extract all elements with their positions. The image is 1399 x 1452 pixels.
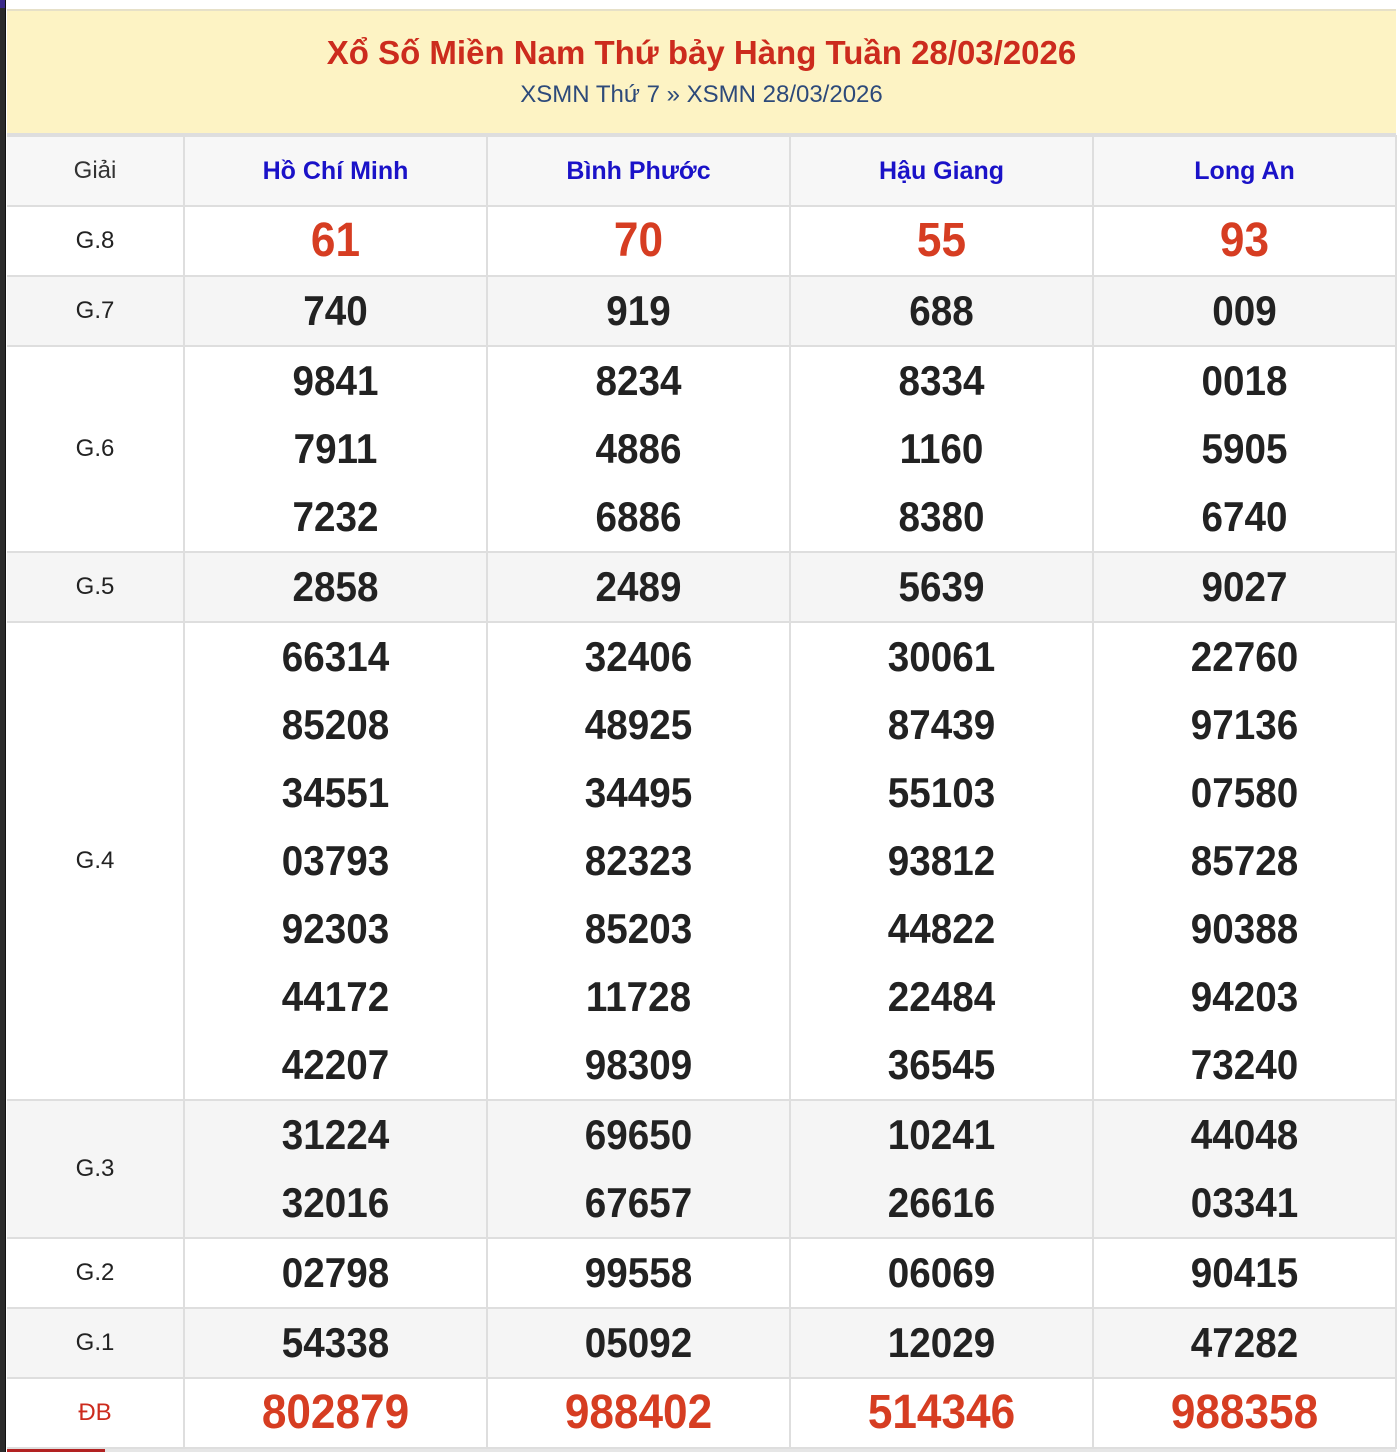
result-number: 85728 bbox=[1190, 837, 1299, 884]
result-cell bbox=[487, 1378, 790, 1448]
result-cell bbox=[487, 552, 790, 622]
result-number: 73240 bbox=[1190, 1041, 1299, 1088]
result-number: 44822 bbox=[887, 905, 996, 952]
result-number: 4886 bbox=[595, 425, 682, 472]
result-number: 92303 bbox=[281, 905, 390, 952]
result-number: 6886 bbox=[595, 493, 682, 540]
result-cell bbox=[790, 1100, 1093, 1238]
prize-label: G.5 bbox=[7, 552, 184, 622]
prize-label: G.2 bbox=[7, 1238, 184, 1308]
prize-row-g4 bbox=[7, 622, 1396, 1100]
result-cell bbox=[1093, 346, 1396, 552]
result-number: 34495 bbox=[584, 769, 693, 816]
result-cell bbox=[790, 622, 1093, 1100]
prize-row-g5 bbox=[7, 552, 1396, 622]
result-number: 03793 bbox=[281, 837, 390, 884]
result-cell bbox=[790, 346, 1093, 552]
result-number: 5639 bbox=[898, 563, 985, 610]
result-number: 8334 bbox=[898, 357, 985, 404]
results-table bbox=[7, 135, 1397, 1449]
result-number: 03341 bbox=[1190, 1179, 1299, 1226]
result-number: 82323 bbox=[584, 837, 693, 884]
result-cell bbox=[184, 1378, 487, 1448]
result-number: 42207 bbox=[281, 1041, 390, 1088]
result-cell bbox=[1093, 622, 1396, 1100]
result-number: 8234 bbox=[595, 357, 682, 404]
result-number: 61 bbox=[310, 214, 361, 267]
result-number: 85208 bbox=[281, 701, 390, 748]
result-cell bbox=[1093, 552, 1396, 622]
result-number: 5905 bbox=[1201, 425, 1288, 472]
result-cell bbox=[184, 552, 487, 622]
result-number: 2489 bbox=[595, 563, 682, 610]
special-prize-number: 988358 bbox=[1170, 1386, 1319, 1439]
result-number: 8380 bbox=[898, 493, 985, 540]
result-number: 9027 bbox=[1201, 563, 1288, 610]
result-cell bbox=[1093, 1308, 1396, 1378]
result-number: 30061 bbox=[887, 633, 996, 680]
special-prize-number: 802879 bbox=[261, 1386, 410, 1439]
result-number: 69650 bbox=[584, 1111, 693, 1158]
result-number: 10241 bbox=[887, 1111, 996, 1158]
result-cell bbox=[487, 1308, 790, 1378]
result-cell bbox=[184, 1238, 487, 1308]
result-number: 90415 bbox=[1190, 1249, 1299, 1296]
result-number: 22484 bbox=[887, 973, 996, 1020]
breadcrumb bbox=[7, 80, 1396, 110]
result-number: 99558 bbox=[584, 1249, 693, 1296]
result-cell bbox=[790, 206, 1093, 276]
result-cell bbox=[790, 276, 1093, 346]
result-number: 11728 bbox=[585, 973, 692, 1020]
prize-label-special: ĐB bbox=[7, 1378, 184, 1448]
result-cell bbox=[790, 1308, 1093, 1378]
page-title: Xổ Số Miền Nam Thứ bảy Hàng Tuần 28/03/2026 bbox=[326, 34, 1077, 71]
results-header bbox=[7, 9, 1396, 135]
window-edge-accent bbox=[0, 0, 6, 8]
result-cell bbox=[790, 552, 1093, 622]
lottery-results-box bbox=[7, 9, 1396, 1449]
result-cell bbox=[1093, 1378, 1396, 1448]
result-number: 05092 bbox=[584, 1319, 693, 1366]
window-edge bbox=[0, 0, 6, 1452]
result-number: 55103 bbox=[887, 769, 996, 816]
result-cell bbox=[790, 1238, 1093, 1308]
result-cell bbox=[487, 1100, 790, 1238]
prize-row-g7 bbox=[7, 276, 1396, 346]
result-number: 47282 bbox=[1190, 1319, 1299, 1366]
province-link-binh-phuoc[interactable]: Bình Phước bbox=[566, 156, 711, 185]
column-header-ho-chi-minh bbox=[184, 136, 487, 206]
result-number: 54338 bbox=[281, 1319, 390, 1366]
result-number: 34551 bbox=[281, 769, 390, 816]
result-number: 44048 bbox=[1190, 1111, 1299, 1158]
result-number: 87439 bbox=[887, 701, 996, 748]
result-number: 009 bbox=[1212, 287, 1277, 334]
breadcrumb-link-xsmn-thu-7[interactable]: XSMN Thứ 7 bbox=[520, 81, 660, 108]
result-number: 94203 bbox=[1190, 973, 1299, 1020]
result-number: 6740 bbox=[1201, 493, 1288, 540]
result-cell bbox=[487, 1238, 790, 1308]
prize-row-g3 bbox=[7, 1100, 1396, 1238]
prize-label: G.1 bbox=[7, 1308, 184, 1378]
column-header-hau-giang bbox=[790, 136, 1093, 206]
prize-row-g6 bbox=[7, 346, 1396, 552]
result-number: 36545 bbox=[887, 1041, 996, 1088]
result-cell bbox=[487, 622, 790, 1100]
result-number: 2858 bbox=[292, 563, 379, 610]
prize-row-g8 bbox=[7, 206, 1396, 276]
result-number: 93812 bbox=[887, 837, 996, 884]
result-cell bbox=[184, 206, 487, 276]
result-number: 55 bbox=[916, 214, 967, 267]
result-cell bbox=[1093, 206, 1396, 276]
result-cell bbox=[184, 1100, 487, 1238]
result-number: 98309 bbox=[584, 1041, 693, 1088]
prize-row-g1 bbox=[7, 1308, 1396, 1378]
province-link-long-an[interactable]: Long An bbox=[1194, 156, 1295, 185]
result-number: 06069 bbox=[887, 1249, 996, 1296]
result-number: 93 bbox=[1219, 214, 1270, 267]
column-header-binh-phuoc bbox=[487, 136, 790, 206]
result-cell bbox=[487, 346, 790, 552]
province-link-ho-chi-minh[interactable]: Hồ Chí Minh bbox=[262, 156, 409, 185]
result-number: 07580 bbox=[1190, 769, 1299, 816]
result-number: 02798 bbox=[281, 1249, 390, 1296]
table-header-row bbox=[7, 136, 1396, 206]
breadcrumb-separator: » bbox=[659, 81, 687, 108]
result-number: 7911 bbox=[293, 425, 378, 472]
column-header-giai: Giải bbox=[7, 136, 184, 206]
result-cell bbox=[1093, 1100, 1396, 1238]
prize-label: G.6 bbox=[7, 346, 184, 552]
result-number: 70 bbox=[613, 214, 664, 267]
prize-row-g2 bbox=[7, 1238, 1396, 1308]
result-number: 0018 bbox=[1201, 357, 1288, 404]
result-number: 740 bbox=[303, 287, 368, 334]
result-number: 22760 bbox=[1190, 633, 1299, 680]
prize-label: G.7 bbox=[7, 276, 184, 346]
result-number: 9841 bbox=[292, 357, 379, 404]
result-number: 688 bbox=[909, 287, 974, 334]
prize-row-special bbox=[7, 1378, 1396, 1448]
result-cell bbox=[184, 276, 487, 346]
province-link-hau-giang[interactable]: Hậu Giang bbox=[878, 156, 1004, 185]
result-number: 85203 bbox=[584, 905, 693, 952]
result-number: 7232 bbox=[292, 493, 379, 540]
result-number: 26616 bbox=[887, 1179, 996, 1226]
result-number: 44172 bbox=[281, 973, 390, 1020]
prize-label: G.8 bbox=[7, 206, 184, 276]
result-number: 32016 bbox=[281, 1179, 390, 1226]
result-cell bbox=[184, 346, 487, 552]
result-cell bbox=[184, 1308, 487, 1378]
breadcrumb-link-xsmn-date[interactable]: XSMN 28/03/2026 bbox=[686, 81, 883, 108]
result-number: 31224 bbox=[281, 1111, 390, 1158]
result-cell bbox=[487, 276, 790, 346]
result-number: 12029 bbox=[887, 1319, 996, 1366]
result-number: 67657 bbox=[584, 1179, 693, 1226]
special-prize-number: 988402 bbox=[564, 1386, 713, 1439]
prize-label: G.4 bbox=[7, 622, 184, 1100]
result-number: 97136 bbox=[1190, 701, 1299, 748]
special-prize-number: 514346 bbox=[867, 1386, 1016, 1439]
result-cell bbox=[1093, 276, 1396, 346]
result-number: 32406 bbox=[584, 633, 693, 680]
prize-label: G.3 bbox=[7, 1100, 184, 1238]
result-cell bbox=[487, 206, 790, 276]
result-cell bbox=[1093, 1238, 1396, 1308]
result-cell bbox=[184, 622, 487, 1100]
column-header-long-an bbox=[1093, 136, 1396, 206]
result-number: 66314 bbox=[281, 633, 390, 680]
result-number: 48925 bbox=[584, 701, 693, 748]
result-number: 90388 bbox=[1190, 905, 1299, 952]
result-cell bbox=[790, 1378, 1093, 1448]
result-number: 1160 bbox=[899, 425, 984, 472]
result-number: 919 bbox=[606, 287, 671, 334]
